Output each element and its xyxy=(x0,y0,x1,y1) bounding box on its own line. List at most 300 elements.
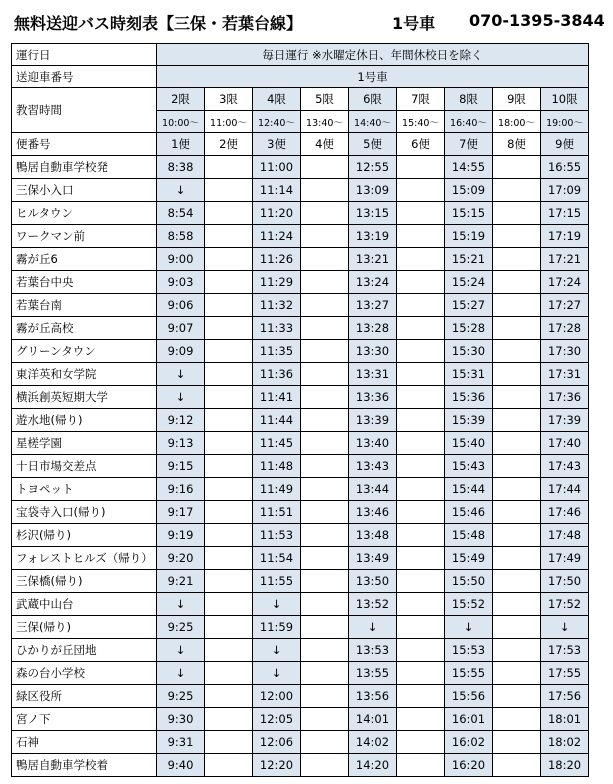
trip-cell: 9便 xyxy=(541,133,589,156)
period-cell: 7限 xyxy=(397,88,445,111)
stop-time: 13:50 xyxy=(349,570,397,593)
stop-time xyxy=(397,409,445,432)
stop-time: 11:49 xyxy=(253,478,301,501)
stop-time xyxy=(205,363,253,386)
stop-time xyxy=(397,294,445,317)
stop-row xyxy=(12,616,589,639)
stop-time: 17:36 xyxy=(541,386,589,409)
stop-time: 17:50 xyxy=(541,570,589,593)
stop-time: 13:40 xyxy=(349,432,397,455)
stop-time xyxy=(397,639,445,662)
stop-time: 16:02 xyxy=(445,731,493,754)
period-time-cell: 15:40～ xyxy=(397,111,445,133)
stop-time xyxy=(493,179,541,202)
stop-time xyxy=(493,225,541,248)
stop-time xyxy=(397,754,445,777)
stop-time: 15:28 xyxy=(445,317,493,340)
stop-row xyxy=(12,478,589,501)
stop-time: ↓ xyxy=(253,639,301,662)
stop-time: 9:15 xyxy=(157,455,205,478)
period-cell: 5限 xyxy=(301,88,349,111)
stop-time xyxy=(205,386,253,409)
stop-name: 宝袋寺入口(帰り) xyxy=(12,501,157,524)
stop-time xyxy=(301,593,349,616)
stop-time: 16:55 xyxy=(541,156,589,179)
stop-time: 9:13 xyxy=(157,432,205,455)
stop-time xyxy=(397,271,445,294)
stop-time: 11:35 xyxy=(253,340,301,363)
stop-time xyxy=(205,225,253,248)
stop-row xyxy=(12,248,589,271)
stop-time: 18:01 xyxy=(541,708,589,731)
stop-row xyxy=(12,570,589,593)
stop-time xyxy=(397,685,445,708)
stop-time: ↓ xyxy=(157,179,205,202)
stop-time: 9:25 xyxy=(157,685,205,708)
stop-time xyxy=(301,501,349,524)
stop-time: 11:59 xyxy=(253,616,301,639)
stop-time xyxy=(301,432,349,455)
stop-row xyxy=(12,179,589,202)
stop-row xyxy=(12,708,589,731)
stop-time: 15:19 xyxy=(445,225,493,248)
operation-label: 運行日 xyxy=(12,44,157,66)
stop-time xyxy=(397,547,445,570)
stop-time: 17:15 xyxy=(541,202,589,225)
period-time-cell: 11:00～ xyxy=(205,111,253,133)
stop-time: 9:00 xyxy=(157,248,205,271)
stop-name: 鴨居自動車学校発 xyxy=(12,156,157,179)
stop-time xyxy=(301,731,349,754)
stop-time xyxy=(493,662,541,685)
stop-name: ヒルタウン xyxy=(12,202,157,225)
stop-time: 13:31 xyxy=(349,363,397,386)
trip-cell: 4便 xyxy=(301,133,349,156)
stop-time xyxy=(205,708,253,731)
stop-time xyxy=(205,570,253,593)
period-cell: 9限 xyxy=(493,88,541,111)
period-cell: 2限 xyxy=(157,88,205,111)
stop-time: 8:54 xyxy=(157,202,205,225)
stop-time xyxy=(397,363,445,386)
stop-time xyxy=(205,271,253,294)
stop-row xyxy=(12,455,589,478)
stop-time xyxy=(397,570,445,593)
stop-time: 15:09 xyxy=(445,179,493,202)
stop-time: 15:50 xyxy=(445,570,493,593)
stop-time: 8:38 xyxy=(157,156,205,179)
stop-time: 17:43 xyxy=(541,455,589,478)
stop-time: 12:00 xyxy=(253,685,301,708)
stop-time: 9:31 xyxy=(157,731,205,754)
stop-time xyxy=(301,662,349,685)
stop-time: 11:29 xyxy=(253,271,301,294)
stop-time xyxy=(493,409,541,432)
stop-time xyxy=(397,616,445,639)
stop-row xyxy=(12,317,589,340)
stop-time xyxy=(205,547,253,570)
stop-time: 9:30 xyxy=(157,708,205,731)
stop-time xyxy=(397,524,445,547)
stop-time: 11:41 xyxy=(253,386,301,409)
stop-time: 11:24 xyxy=(253,225,301,248)
stop-time: ↓ xyxy=(157,662,205,685)
stop-time: 9:20 xyxy=(157,547,205,570)
stop-time: 9:19 xyxy=(157,524,205,547)
stop-time: 13:46 xyxy=(349,501,397,524)
stop-time: 17:49 xyxy=(541,547,589,570)
stop-time xyxy=(493,547,541,570)
stop-time xyxy=(301,225,349,248)
trip-cell: 1便 xyxy=(157,133,205,156)
stop-time: 17:31 xyxy=(541,363,589,386)
page-title xyxy=(14,9,605,33)
stop-time: 17:19 xyxy=(541,225,589,248)
stop-time: ↓ xyxy=(541,616,589,639)
stop-time: 15:40 xyxy=(445,432,493,455)
stop-time: 16:01 xyxy=(445,708,493,731)
stop-time xyxy=(493,317,541,340)
period-cell: 10限 xyxy=(541,88,589,111)
stop-time xyxy=(493,202,541,225)
stop-time: 13:36 xyxy=(349,386,397,409)
stop-time: 13:49 xyxy=(349,547,397,570)
stop-time xyxy=(205,432,253,455)
period-time-cell: 14:40～ xyxy=(349,111,397,133)
stop-time: 13:43 xyxy=(349,455,397,478)
stop-time xyxy=(397,455,445,478)
stop-row xyxy=(12,271,589,294)
stop-time xyxy=(397,156,445,179)
stop-time: 15:21 xyxy=(445,248,493,271)
stop-row xyxy=(12,225,589,248)
stop-time: 14:20 xyxy=(349,754,397,777)
stop-time: 9:21 xyxy=(157,570,205,593)
stop-time xyxy=(493,340,541,363)
stop-time xyxy=(301,340,349,363)
stop-time: 9:17 xyxy=(157,501,205,524)
stop-name: 十日市場交差点 xyxy=(12,455,157,478)
trip-row xyxy=(12,133,589,156)
stop-time xyxy=(493,731,541,754)
stop-time: 16:20 xyxy=(445,754,493,777)
stop-row xyxy=(12,294,589,317)
period-time-cell: 19:00～ xyxy=(541,111,589,133)
stop-name: ワークマン前 xyxy=(12,225,157,248)
period-time-cell: 13:40～ xyxy=(301,111,349,133)
stop-time xyxy=(205,731,253,754)
stop-time xyxy=(493,386,541,409)
stop-time: 15:15 xyxy=(445,202,493,225)
stop-time: ↓ xyxy=(157,386,205,409)
stop-time: 11:14 xyxy=(253,179,301,202)
period-time-cell: 12:40～ xyxy=(253,111,301,133)
period-label: 教習時間 xyxy=(12,88,157,133)
stop-time xyxy=(205,455,253,478)
stop-time xyxy=(301,179,349,202)
stop-time: 17:09 xyxy=(541,179,589,202)
stop-time xyxy=(493,455,541,478)
stop-time: ↓ xyxy=(157,593,205,616)
stop-time xyxy=(493,708,541,731)
stop-time: ↓ xyxy=(349,616,397,639)
stop-time xyxy=(301,570,349,593)
stop-time xyxy=(493,248,541,271)
stop-time xyxy=(301,616,349,639)
stop-time: 14:02 xyxy=(349,731,397,754)
stop-time: 9:40 xyxy=(157,754,205,777)
stop-time xyxy=(493,271,541,294)
stop-time xyxy=(397,432,445,455)
trip-cell: 8便 xyxy=(493,133,541,156)
stop-time xyxy=(301,156,349,179)
stop-name: 星槎学園 xyxy=(12,432,157,455)
stop-name: 若葉台中央 xyxy=(12,271,157,294)
stop-name: 遊水地(帰り) xyxy=(12,409,157,432)
stop-time xyxy=(493,593,541,616)
period-time-cell: 16:40～ xyxy=(445,111,493,133)
stop-time: 13:19 xyxy=(349,225,397,248)
stop-time xyxy=(205,616,253,639)
stop-time: 14:01 xyxy=(349,708,397,731)
stop-time xyxy=(301,478,349,501)
stop-time: 13:24 xyxy=(349,271,397,294)
stop-name: 武蔵中山台 xyxy=(12,593,157,616)
stop-time xyxy=(301,639,349,662)
stop-time: ↓ xyxy=(157,363,205,386)
stop-time: 13:53 xyxy=(349,639,397,662)
stop-time: 9:09 xyxy=(157,340,205,363)
stop-time: ↓ xyxy=(445,616,493,639)
stop-time: 15:39 xyxy=(445,409,493,432)
stop-row xyxy=(12,524,589,547)
phone-number: 070-1395-3844 xyxy=(469,11,605,30)
trip-label: 便番号 xyxy=(12,133,157,156)
stop-time xyxy=(397,478,445,501)
stop-time: 12:20 xyxy=(253,754,301,777)
stop-time: 11:20 xyxy=(253,202,301,225)
stop-time xyxy=(301,685,349,708)
stop-time xyxy=(397,179,445,202)
stop-time: 11:48 xyxy=(253,455,301,478)
stop-time: 17:39 xyxy=(541,409,589,432)
stop-row xyxy=(12,432,589,455)
stop-time xyxy=(493,616,541,639)
stop-name: 三保小入口 xyxy=(12,179,157,202)
stop-time: 17:52 xyxy=(541,593,589,616)
stop-row xyxy=(12,731,589,754)
stop-time xyxy=(205,317,253,340)
timetable-title: 無料送迎バス時刻表【三保・若葉台線】 xyxy=(14,14,303,33)
stop-time xyxy=(493,524,541,547)
stop-time: 13:48 xyxy=(349,524,397,547)
period-cell: 6限 xyxy=(349,88,397,111)
stop-time xyxy=(205,662,253,685)
stop-time: 11:45 xyxy=(253,432,301,455)
stop-time xyxy=(205,248,253,271)
stop-time: 12:05 xyxy=(253,708,301,731)
stop-name: 森の台小学校 xyxy=(12,662,157,685)
stop-name: 緑区役所 xyxy=(12,685,157,708)
stop-time: 13:39 xyxy=(349,409,397,432)
stop-name: 宮ノ下 xyxy=(12,708,157,731)
stop-row xyxy=(12,662,589,685)
stop-row xyxy=(12,639,589,662)
stop-time: 17:56 xyxy=(541,685,589,708)
stop-time xyxy=(301,317,349,340)
stop-time: 17:21 xyxy=(541,248,589,271)
stop-time xyxy=(397,386,445,409)
stop-row xyxy=(12,340,589,363)
stop-time xyxy=(205,340,253,363)
stop-time xyxy=(397,225,445,248)
stop-row xyxy=(12,685,589,708)
stop-time xyxy=(493,685,541,708)
stop-time: 18:20 xyxy=(541,754,589,777)
stop-time: 15:43 xyxy=(445,455,493,478)
stop-time: 11:33 xyxy=(253,317,301,340)
stop-time xyxy=(205,685,253,708)
stop-name: グリーンタウン xyxy=(12,340,157,363)
stop-name: 杉沢(帰り) xyxy=(12,524,157,547)
stop-time xyxy=(205,754,253,777)
period-time-cell: 10:00～ xyxy=(157,111,205,133)
stop-row xyxy=(12,363,589,386)
stop-row xyxy=(12,754,589,777)
stop-time: 9:16 xyxy=(157,478,205,501)
stop-time xyxy=(205,156,253,179)
stop-name: トヨペット xyxy=(12,478,157,501)
stop-time: 13:27 xyxy=(349,294,397,317)
stop-time: 12:55 xyxy=(349,156,397,179)
trip-cell: 3便 xyxy=(253,133,301,156)
stop-time xyxy=(397,501,445,524)
stop-time: 15:52 xyxy=(445,593,493,616)
stop-time xyxy=(301,271,349,294)
stop-time xyxy=(397,248,445,271)
trip-cell: 6便 xyxy=(397,133,445,156)
car-number: 1号車 xyxy=(392,14,436,33)
stop-time xyxy=(301,455,349,478)
stop-time xyxy=(205,202,253,225)
stop-time xyxy=(493,570,541,593)
stop-row xyxy=(12,547,589,570)
stop-name: 若葉台南 xyxy=(12,294,157,317)
period-cell: 3限 xyxy=(205,88,253,111)
stop-name: 霧が丘高校 xyxy=(12,317,157,340)
stop-time xyxy=(205,179,253,202)
stop-time xyxy=(301,386,349,409)
vehicle-row xyxy=(12,66,589,88)
stop-time xyxy=(301,409,349,432)
stop-time: 11:44 xyxy=(253,409,301,432)
stop-time xyxy=(397,708,445,731)
stop-time: 17:27 xyxy=(541,294,589,317)
stop-name: 霧が丘6 xyxy=(12,248,157,271)
stop-time xyxy=(301,524,349,547)
vehicle-value: 1号車 xyxy=(157,66,589,88)
stop-time: 9:25 xyxy=(157,616,205,639)
stop-time: 15:49 xyxy=(445,547,493,570)
stop-time: 15:36 xyxy=(445,386,493,409)
stop-name: 東洋英和女学院 xyxy=(12,363,157,386)
stop-time: 17:40 xyxy=(541,432,589,455)
stop-time: 13:52 xyxy=(349,593,397,616)
stop-row xyxy=(12,409,589,432)
stop-time: 13:56 xyxy=(349,685,397,708)
stop-time: 17:44 xyxy=(541,478,589,501)
stop-time xyxy=(301,294,349,317)
stop-time xyxy=(205,593,253,616)
stop-time: 13:55 xyxy=(349,662,397,685)
stop-row xyxy=(12,386,589,409)
stop-time xyxy=(493,156,541,179)
stop-time: 15:48 xyxy=(445,524,493,547)
stop-row xyxy=(12,202,589,225)
stop-time: 13:09 xyxy=(349,179,397,202)
stop-time: 15:44 xyxy=(445,478,493,501)
stop-row xyxy=(12,593,589,616)
stop-time: 11:53 xyxy=(253,524,301,547)
period-cell: 8限 xyxy=(445,88,493,111)
stop-time: 9:07 xyxy=(157,317,205,340)
stop-time: ↓ xyxy=(157,639,205,662)
stop-time: 15:31 xyxy=(445,363,493,386)
stop-name: 横浜創英短期大学 xyxy=(12,386,157,409)
stop-time: 17:55 xyxy=(541,662,589,685)
stop-time xyxy=(205,409,253,432)
stop-time: 17:46 xyxy=(541,501,589,524)
stop-time: 9:06 xyxy=(157,294,205,317)
trip-cell: 2便 xyxy=(205,133,253,156)
stop-time xyxy=(205,501,253,524)
period-row xyxy=(12,88,589,111)
trip-cell: 5便 xyxy=(349,133,397,156)
stop-time xyxy=(493,639,541,662)
stop-time: ↓ xyxy=(253,662,301,685)
stop-time: 15:24 xyxy=(445,271,493,294)
vehicle-label: 送迎車番号 xyxy=(12,66,157,88)
stop-time: 12:06 xyxy=(253,731,301,754)
stop-time: 15:27 xyxy=(445,294,493,317)
stop-time xyxy=(301,248,349,271)
stop-time: 15:56 xyxy=(445,685,493,708)
stop-time xyxy=(397,662,445,685)
timetable xyxy=(11,43,589,777)
stop-name: 三保(帰り) xyxy=(12,616,157,639)
stop-time: 11:26 xyxy=(253,248,301,271)
stop-time xyxy=(493,363,541,386)
stop-time: 15:55 xyxy=(445,662,493,685)
stop-time: 11:55 xyxy=(253,570,301,593)
stop-name: 鴨居自動車学校着 xyxy=(12,754,157,777)
stop-time: 17:24 xyxy=(541,271,589,294)
stop-time: 11:54 xyxy=(253,547,301,570)
stop-time: 13:21 xyxy=(349,248,397,271)
stop-row xyxy=(12,501,589,524)
stop-time: 13:28 xyxy=(349,317,397,340)
stop-time xyxy=(301,363,349,386)
stop-time xyxy=(493,478,541,501)
stop-time: 9:12 xyxy=(157,409,205,432)
stop-time xyxy=(397,593,445,616)
stop-time: 15:46 xyxy=(445,501,493,524)
stop-name: 三保橋(帰り) xyxy=(12,570,157,593)
stop-time xyxy=(301,202,349,225)
stop-time: 13:15 xyxy=(349,202,397,225)
stop-time: 11:36 xyxy=(253,363,301,386)
stop-time xyxy=(397,317,445,340)
